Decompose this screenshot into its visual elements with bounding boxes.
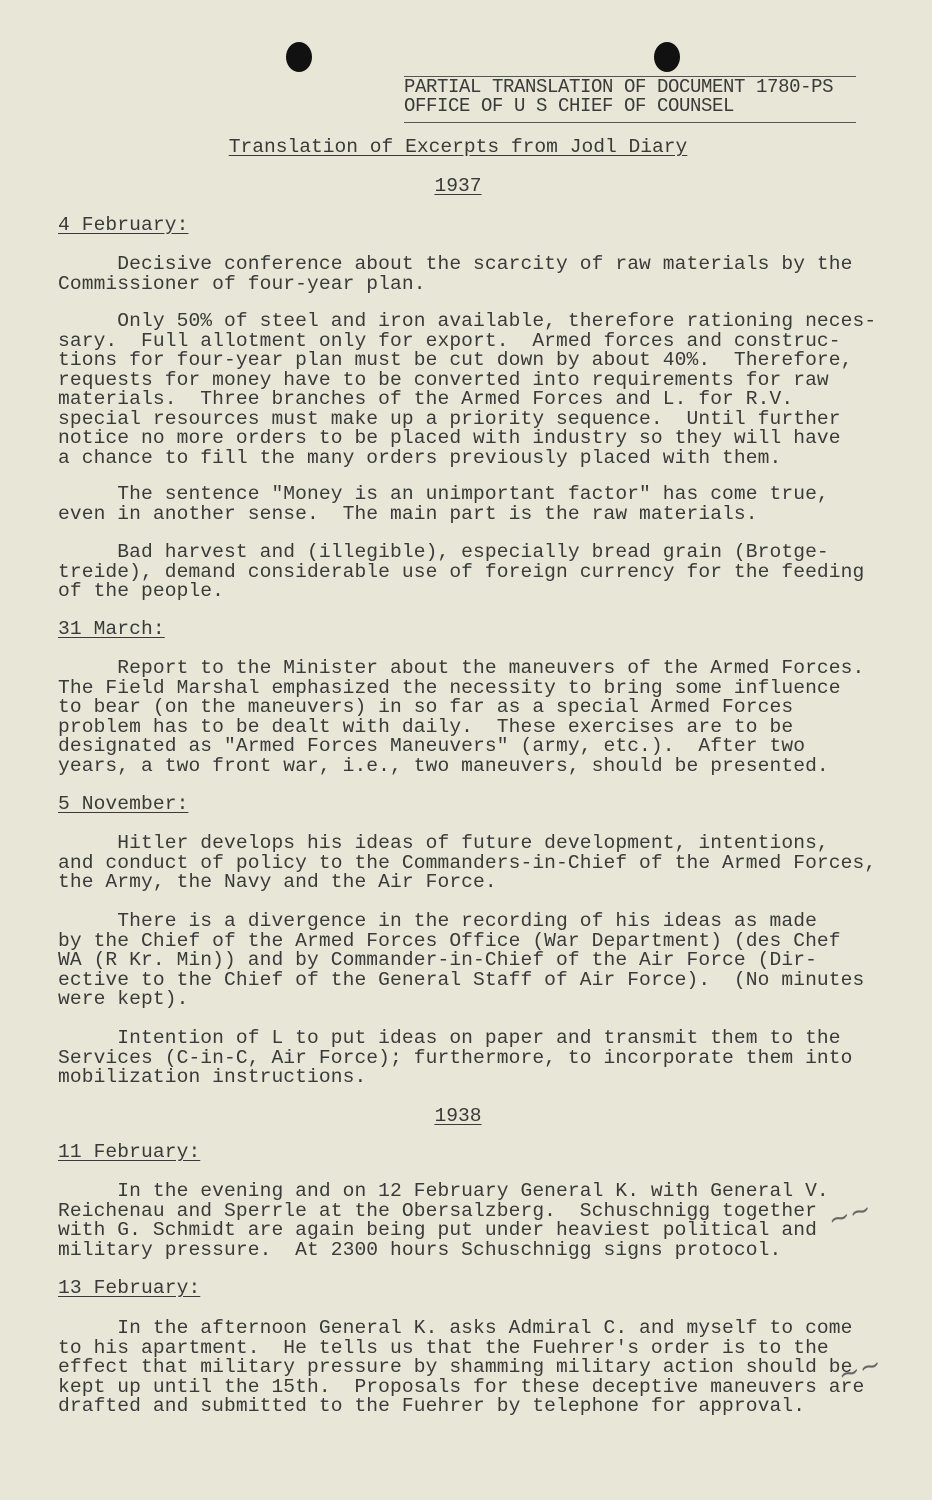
text-line: Commissioner of four-year plan. [58, 272, 426, 295]
text-line: and conduct of policy to the Commanders-in-Chief of the Armed Forces, [58, 851, 877, 874]
text-line: requests for money have to be converted into requirements for raw [58, 368, 829, 391]
text-line: a chance to fill the many orders previously placed with them. [58, 446, 782, 469]
text-line: with G. Schmidt are again being put under heaviest political and [58, 1219, 817, 1241]
text-line: kept up until the 15th. Proposals for these deceptive maneuvers are [58, 1375, 865, 1398]
entry-date: 4 February: [58, 214, 189, 236]
header-line-2: OFFICE OF U S CHIEF OF COUNSEL [404, 95, 735, 117]
paragraph [58, 912, 864, 1010]
text-line: Services (C-in-C, Air Force); furthermore, to incorporate them into [58, 1046, 853, 1069]
document-title: Translation of Excerpts from Jodl Diary [228, 136, 688, 158]
document-header [404, 76, 856, 123]
paragraph [58, 1319, 864, 1417]
entry-date: 13 February: [58, 1277, 201, 1299]
paragraph [58, 1182, 829, 1260]
text-line: special resources must make up a priority sequence. Until further [58, 407, 841, 430]
text-line: designated as "Armed Forces Maneuvers" (army, etc.). After two [58, 735, 806, 757]
text-line: materials. Three branches of the Armed Forces and L. for R.V. [58, 388, 794, 410]
punch-hole-right [654, 42, 680, 72]
text-line: mobilization instructions. [58, 1066, 367, 1088]
text-line: notice no more orders to be placed with industry so they will have [58, 427, 841, 449]
text-line: Only 50% of steel and iron available, therefore rationing neces- [58, 310, 877, 332]
text-line: Hitler develops his ideas of future development, intentions, [58, 832, 829, 854]
text-line: In the afternoon General K. asks Admiral C. and myself to come [58, 1317, 853, 1339]
text-line: tions for four-year plan must be cut down by about 40%. Therefore, [58, 349, 853, 371]
text-line: problem has to be dealt with daily. These exercises are to be [58, 715, 794, 738]
text-line: years, a two front war, i.e., two maneuvers, should be presented. [58, 754, 829, 777]
text-line: ective to the Chief of the General Staff of Air Force). (No minutes [58, 968, 865, 991]
text-line: Bad harvest and (illegible), especially bread grain (Brotge- [58, 541, 829, 563]
text-line: even in another sense. The main part is the raw materials. [58, 502, 758, 525]
text-line: drafted and submitted to the Fuehrer by telephone for approval. [58, 1395, 806, 1417]
punch-hole-left [286, 42, 312, 72]
handwritten-mark: ~~ [834, 1349, 886, 1391]
text-line: military pressure. At 2300 hours Schuschnigg signs protocol. [58, 1238, 782, 1261]
paragraph [58, 1029, 853, 1088]
text-line: effect that military pressure by shamming military action should be [58, 1356, 853, 1378]
paragraph [58, 659, 864, 776]
text-line: Reichenau and Sperrle at the Obersalzberg. Schuschnigg together [58, 1199, 817, 1222]
paragraph [58, 834, 876, 893]
text-line: Report to the Minister about the maneuvers of the Armed Forces. [58, 657, 865, 679]
text-line: to bear (on the maneuvers) in so far as a special Armed Forces [58, 696, 794, 718]
paragraph [58, 255, 853, 294]
paragraph [58, 312, 876, 468]
text-line: the Army, the Navy and the Air Force. [58, 871, 497, 893]
text-line: treide), demand considerable use of foreign currency for the feeding [58, 560, 865, 583]
text-line: were kept). [58, 988, 189, 1010]
entry-date: 5 November: [58, 793, 189, 815]
text-line: by the Chief of the Armed Forces Office (War Department) (des Chef [58, 929, 841, 952]
text-line: Intention of L to put ideas on paper and transmit them to the [58, 1027, 841, 1049]
entry-date: 11 February: [58, 1141, 201, 1163]
text-line: sary. Full allotment only for export. Armed forces and construc- [58, 329, 841, 352]
text-line: The Field Marshal emphasized the necessity to bring some influence [58, 676, 841, 699]
text-line: to his apartment. He tells us that the Fuehrer's order is to the [58, 1336, 829, 1359]
paragraph [58, 543, 864, 602]
header-line-1: PARTIAL TRANSLATION OF DOCUMENT 1780-PS [404, 76, 834, 98]
text-line: The sentence "Money is an unimportant factor" has come true, [58, 483, 829, 505]
text-line: There is a divergence in the recording of his ideas as made [58, 910, 817, 932]
text-line: WA (R Kr. Min)) and by Commander-in-Chief of the Air Force (Dir- [58, 949, 817, 971]
text-line: Decisive conference about the scarcity of raw materials by the [58, 253, 853, 275]
handwritten-mark: ~~ [824, 1194, 876, 1236]
year-heading: 1937 [434, 175, 482, 197]
entry-date: 31 March: [58, 618, 165, 640]
text-line: of the people. [58, 580, 225, 602]
paragraph [58, 485, 829, 524]
year-heading: 1938 [434, 1105, 482, 1127]
text-line: In the evening and on 12 February General K. with General V. [58, 1180, 829, 1202]
